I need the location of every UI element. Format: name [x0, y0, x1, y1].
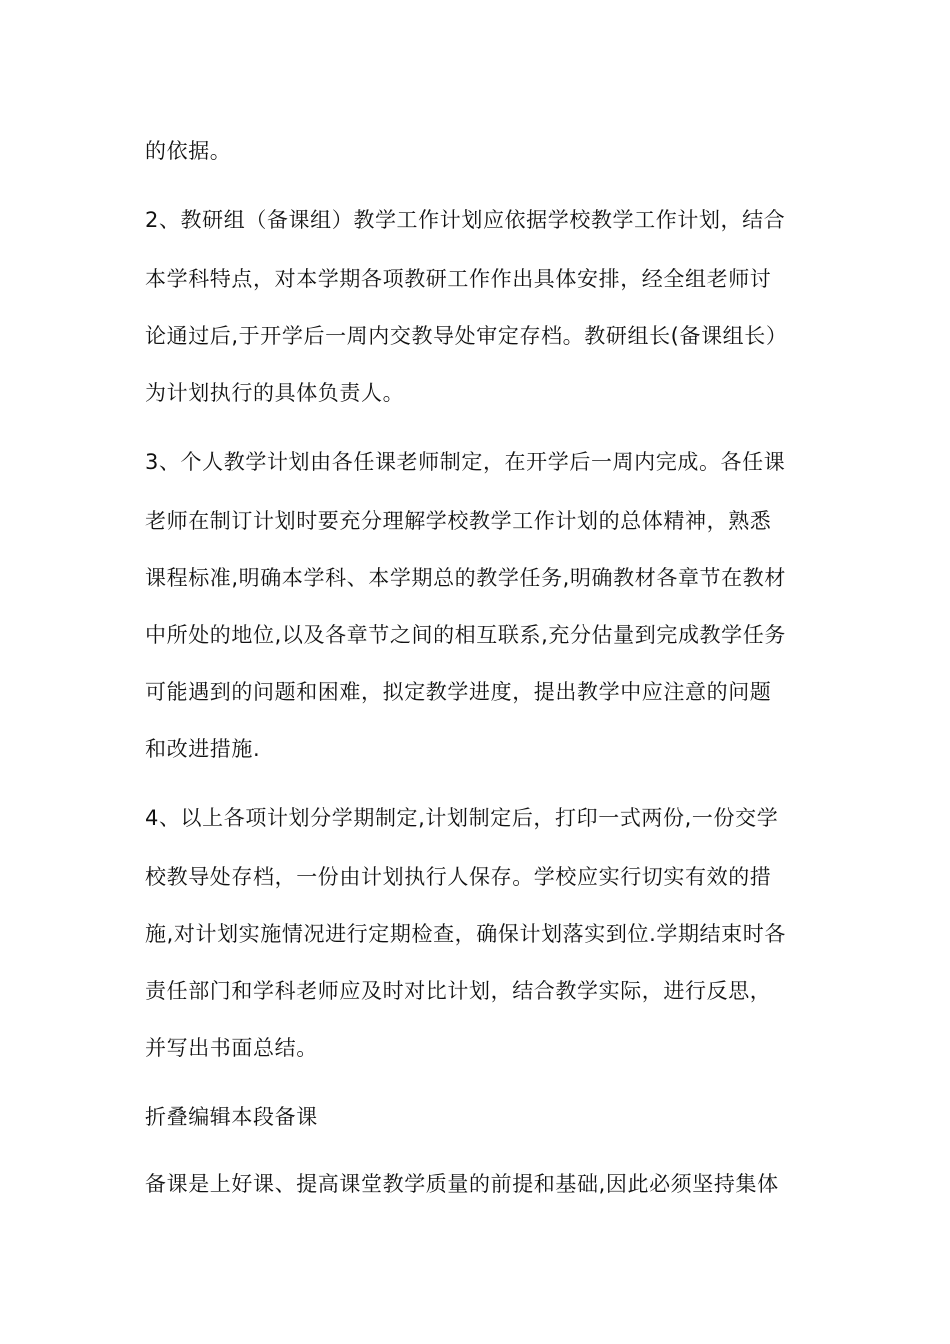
text-line-9: 中所处的地位,以及各章节之间的相互联系,充分估量到完成教学任务 — [145, 623, 786, 647]
text-line-14: 施,对计划实施情况进行定期检查，确保计划落实到位.学期结束时各 — [145, 922, 786, 946]
section-heading: 折叠编辑本段备课 — [145, 1105, 318, 1129]
text-line-7: 老师在制订计划时要充分理解学校教学工作计划的总体精神，熟悉 — [145, 509, 772, 533]
text-line-3: 本学科特点，对本学期各项教研工作作出具体安排，经全组老师讨 — [145, 267, 772, 291]
text-line-12: 4、以上各项计划分学期制定,计划制定后，打印一式两份,一份交学 — [145, 806, 779, 830]
text-line-4: 论通过后,于开学后一周内交教导处审定存档。教研组长(备课组长） — [145, 324, 788, 348]
text-line-10: 可能遇到的问题和困难，拟定教学进度，提出教学中应注意的问题 — [145, 680, 772, 704]
text-line-2: 2、教研组（备课组）教学工作计划应依据学校教学工作计划，结合 — [145, 208, 786, 232]
text-line-18: 备课是上好课、提高课堂教学质量的前提和基础,因此必须坚持集体 — [145, 1172, 779, 1196]
text-line-8: 课程标准,明确本学科、本学期总的教学任务,明确教材各章节在教材 — [145, 566, 786, 590]
text-line-6: 3、个人教学计划由各任课老师制定，在开学后一周内完成。各任课 — [145, 450, 786, 474]
text-line-5: 为计划执行的具体负责人。 — [145, 381, 405, 405]
text-line-11: 和改进措施. — [145, 737, 261, 761]
text-line-13: 校教导处存档，一份由计划执行人保存。学校应实行切实有效的措 — [145, 865, 772, 889]
text-line-1: 的依据。 — [145, 139, 232, 163]
text-line-16: 并写出书面总结。 — [145, 1036, 318, 1060]
text-line-15: 责任部门和学科老师应及时对比计划，结合教学实际，进行反思， — [145, 979, 772, 1003]
